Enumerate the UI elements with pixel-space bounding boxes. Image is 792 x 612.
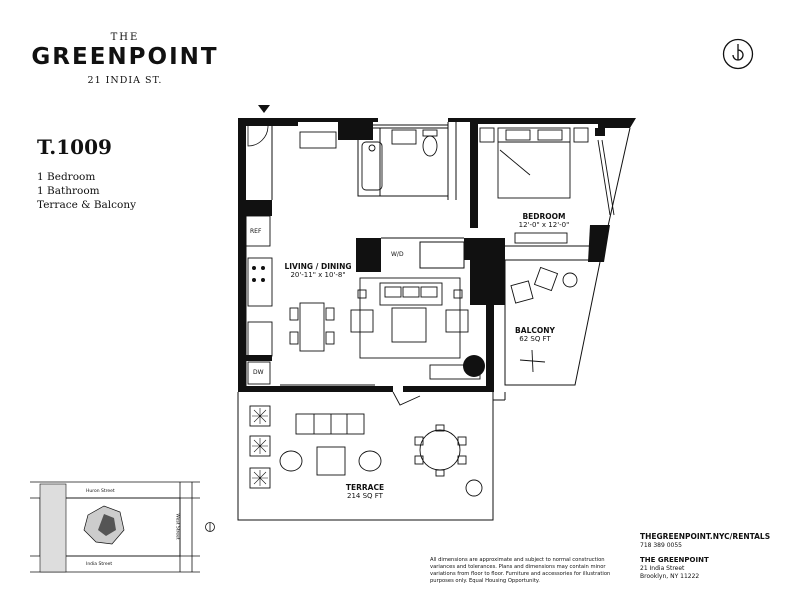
bedroom-dims: 12'-0" x 12'-0" — [518, 221, 570, 229]
phone-number: 718 389 0055 — [640, 542, 682, 549]
unit-feature-outdoor: Terrace & Balcony — [37, 199, 137, 211]
keyplan-street-bottom: India Street — [86, 562, 113, 567]
keyplan-street-top: Huron Street — [86, 489, 115, 494]
company-name: THE GREENPOINT — [640, 556, 709, 564]
ref-label: REF — [250, 228, 262, 235]
terrace-size: 214 SQ FT — [347, 492, 383, 500]
bedroom-name: BEDROOM — [522, 212, 566, 221]
brand-name: GREENPOINT — [31, 44, 219, 70]
wd-label: W/D — [391, 251, 404, 258]
unit-feature-bedrooms: 1 Bedroom — [37, 171, 96, 183]
company-city: Brooklyn, NY 11222 — [640, 573, 700, 580]
keyplan-street-right: West Street — [174, 513, 180, 540]
living-name: LIVING / DINING — [284, 262, 352, 271]
dw-label: DW — [253, 369, 264, 376]
company-street: 21 India Street — [640, 565, 685, 572]
brand-address: 21 INDIA ST. — [87, 75, 163, 86]
website-link[interactable]: THEGREENPOINT.NYC/RENTALS — [640, 532, 771, 541]
entry-arrow-icon — [258, 105, 270, 113]
brand-the: THE — [110, 32, 140, 43]
balcony-name: BALCONY — [515, 326, 555, 335]
balcony-size: 62 SQ FT — [519, 335, 551, 343]
terrace-name: TERRACE — [345, 483, 385, 492]
living-dims: 20'-11" x 10'-8" — [290, 271, 346, 279]
disclaimer: All dimensions are approximate and subject to normal construction variances and tolerances. Plans and dimensions may contain minor variations from floor to floor. Furniture and accessories for illustration purposes only. Equal Housing Opportunity. — [430, 557, 611, 584]
unit-title: T.1009 — [37, 135, 112, 159]
unit-feature-bathrooms: 1 Bathroom — [37, 185, 100, 197]
